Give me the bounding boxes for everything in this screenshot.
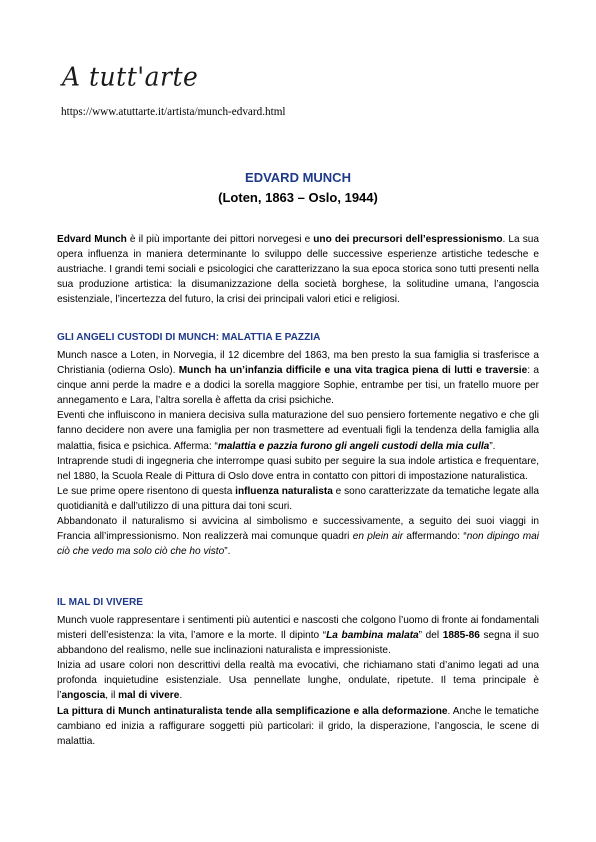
intro-text: è il più importante dei pittori norvegesi e	[126, 234, 314, 245]
artist-name-bold: Edvard Munch	[57, 234, 127, 245]
section-heading-angels: GLI ANGELI CUSTODI DI MUNCH: MALATTIA E PAZZIA	[57, 332, 321, 343]
paragraph: Eventi che influiscono in maniera decisiva sulla maturazione del suo pensiero fortemente negativo e che gli fanno decidere non avere una famiglia per non trasmettere ad eventuali figli la tendenza della famiglia alla malattia, fisica e psichica. Afferma: “malattia e pazzia furono gli angeli custodi della mia culla”.	[57, 410, 539, 452]
section-mal-di-vivere-body	[57, 613, 539, 749]
source-url[interactable]: https://www.atuttarte.it/artista/munch-edvard.html	[61, 106, 286, 118]
intro-paragraph	[57, 232, 539, 307]
section-heading-mal-di-vivere: IL MAL DI VIVERE	[57, 597, 143, 608]
paragraph: Le sue prime opere risentono di questa influenza naturalista e sono caratterizzate da tematiche legate alla quotidianità e dall’utilizzo di una pittura dai toni scuri.	[57, 485, 540, 512]
intro-text: . La sua opera influenza in maniera determinante lo sviluppo delle successive esperienze artistiche tedesche e austriache. I grandi temi sociali e psicologici che caratterizzano la sua epoca storica sono tutti presenti nella sua produzione artistica: la disumanizzazione della società borghese, la solitudine umana, l’angoscia esistenziale, l’incertezza del futuro, la crisi dei principali valori etici e religiosi.	[57, 234, 539, 306]
paragraph: Munch vuole rappresentare i sentimenti più autentici e nascosti che colgono l’uomo di fronte ai fondamentali misteri dell’esistenza: la vita, l’amore e la morte. Il dipinto “La bambina malata” del 1885-86 segna il suo abbandono del realismo, nelle sue inclinazioni naturalista e impressioniste.	[57, 615, 539, 657]
paragraph: Inizia ad usare colori non descrittivi della realtà ma evocativi, che richiamano stati d’animo legati ad una profonda inquietudine esistenziale. Usa pennellate lunghe, ondulate, ripetute. Il tema principale è l’angoscia, il mal di vivere.	[57, 660, 539, 702]
paragraph: Intraprende studi di ingegneria che interrompe quasi subito per seguire la sua indole artistica e frequentare, nel 1880, la Scuola Reale di Pittura di Oslo dove entra in contatto con pittori di impostazione naturalistica.	[57, 455, 539, 482]
artist-name-title: EDVARD MUNCH	[245, 170, 351, 185]
intro-emphasis: uno dei precursori dell’espressionismo	[313, 234, 503, 245]
site-logo[interactable]: A tutt'arte	[62, 61, 199, 92]
artist-dates-subtitle: (Loten, 1863 – Oslo, 1944)	[218, 190, 378, 205]
paragraph: Munch nasce a Loten, in Norvegia, il 12 dicembre del 1863, ma ben presto la sua famiglia si trasferisce a Christiania (odierna Oslo). Munch ha un’infanzia difficile e una vita tragica piena di lutti e traversie: a cinque anni perde la madre e a dodici la sorella maggiore Sophie, entrambe per tisi, un fratello muore per annegamento e Lara, l’altra sorella è affetta da crisi psichiche.	[57, 350, 539, 407]
section-angels-body	[57, 348, 539, 559]
paragraph: Abbandonato il naturalismo si avvicina al simbolismo e successivamente, a seguito dei suoi viaggi in Francia all’impressionismo. Non realizzerà mai comunque quadri en plein air affermando: “non dipingo mai ciò che vedo ma solo ciò che ho visto”.	[57, 516, 540, 558]
paragraph: La pittura di Munch antinaturalista tende alla semplificazione e alla deformazione. Anche le tematiche cambiano ed inizia a raffigurare soggetti più particolari: il grido, la disperazione, l’angoscia, le scene di malattia.	[57, 705, 539, 747]
